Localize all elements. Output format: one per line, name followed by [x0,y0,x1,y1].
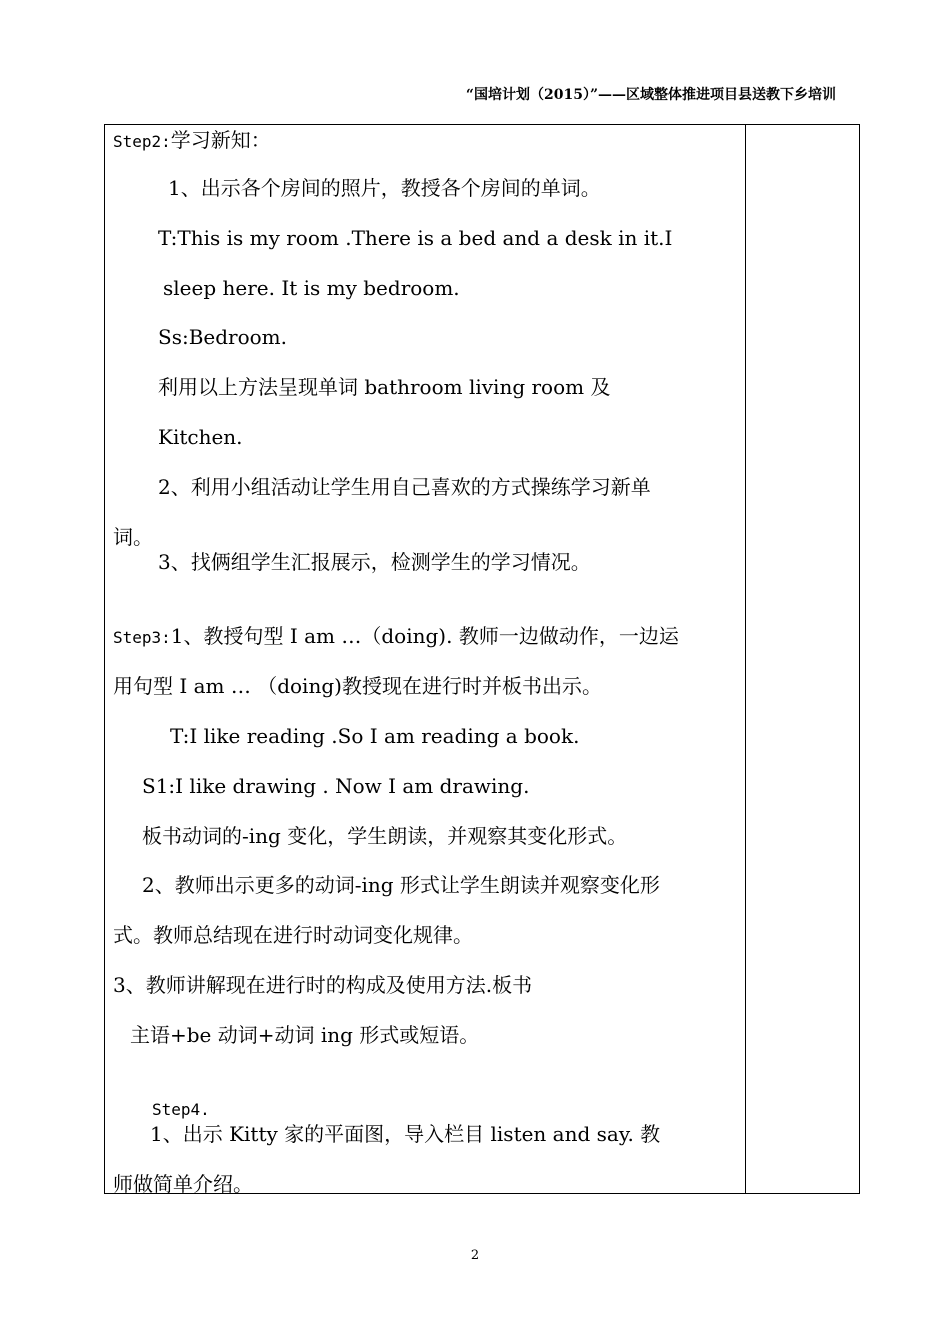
text-line: 3、教师讲解现在进行时的构成及使用方法.板书 [113,973,533,997]
step4-label: Step4. [152,1100,210,1119]
text-line: 词。 [113,525,153,549]
text-line: Ss:Bedroom. [158,325,288,349]
step3-text: 1、教授句型 I am …（doing). 教师一边做动作，一边运 [170,624,679,648]
text-line: 3、找俩组学生汇报展示，检测学生的学习情况。 [158,550,591,574]
step3-label: Step3: [113,628,171,647]
text-line: 1、出示 Kitty 家的平面图，导入栏目 listen and say. 教 [150,1122,661,1146]
text-line: T:I like reading .So I am reading a book. [170,724,580,748]
text-line: T:This is my room .There is a bed and a desk in it.I [158,226,673,250]
step3-heading [113,624,679,650]
text-line: 式。教师总结现在进行时动词变化规律。 [113,923,473,947]
text-line: S1:I like drawing . Now I am drawing. [142,774,530,798]
page-header: “国培计划（2015）”——区域整体推进项目县送教下乡培训 [465,87,836,103]
text-line: 2、教师出示更多的动词-ing 形式让学生朗读并观察变化形 [142,873,660,897]
page-number: 2 [470,1248,480,1263]
text-line: 利用以上方法呈现单词 bathroom living room 及 [158,375,611,399]
text-line: 2、利用小组活动让学生用自己喜欢的方式操练学习新单 [158,475,651,499]
column-divider [745,125,746,1193]
text-line: 1、出示各个房间的照片，教授各个房间的单词。 [168,176,601,200]
text-line: sleep here. It is my bedroom. [163,276,460,300]
text-line: Kitchen. [158,425,243,449]
step2-title: 学习新知： [170,128,271,152]
text-line: 用句型 I am … （doing)教授现在进行时并板书出示。 [113,674,602,698]
text-line: 板书动词的-ing 变化，学生朗读，并观察其变化形式。 [142,824,628,848]
text-line: 师做简单介绍。 [113,1172,253,1196]
text-line: 主语+be 动词+动词 ing 形式或短语。 [130,1023,480,1047]
step2-heading [113,128,271,154]
step2-label: Step2: [113,132,171,151]
